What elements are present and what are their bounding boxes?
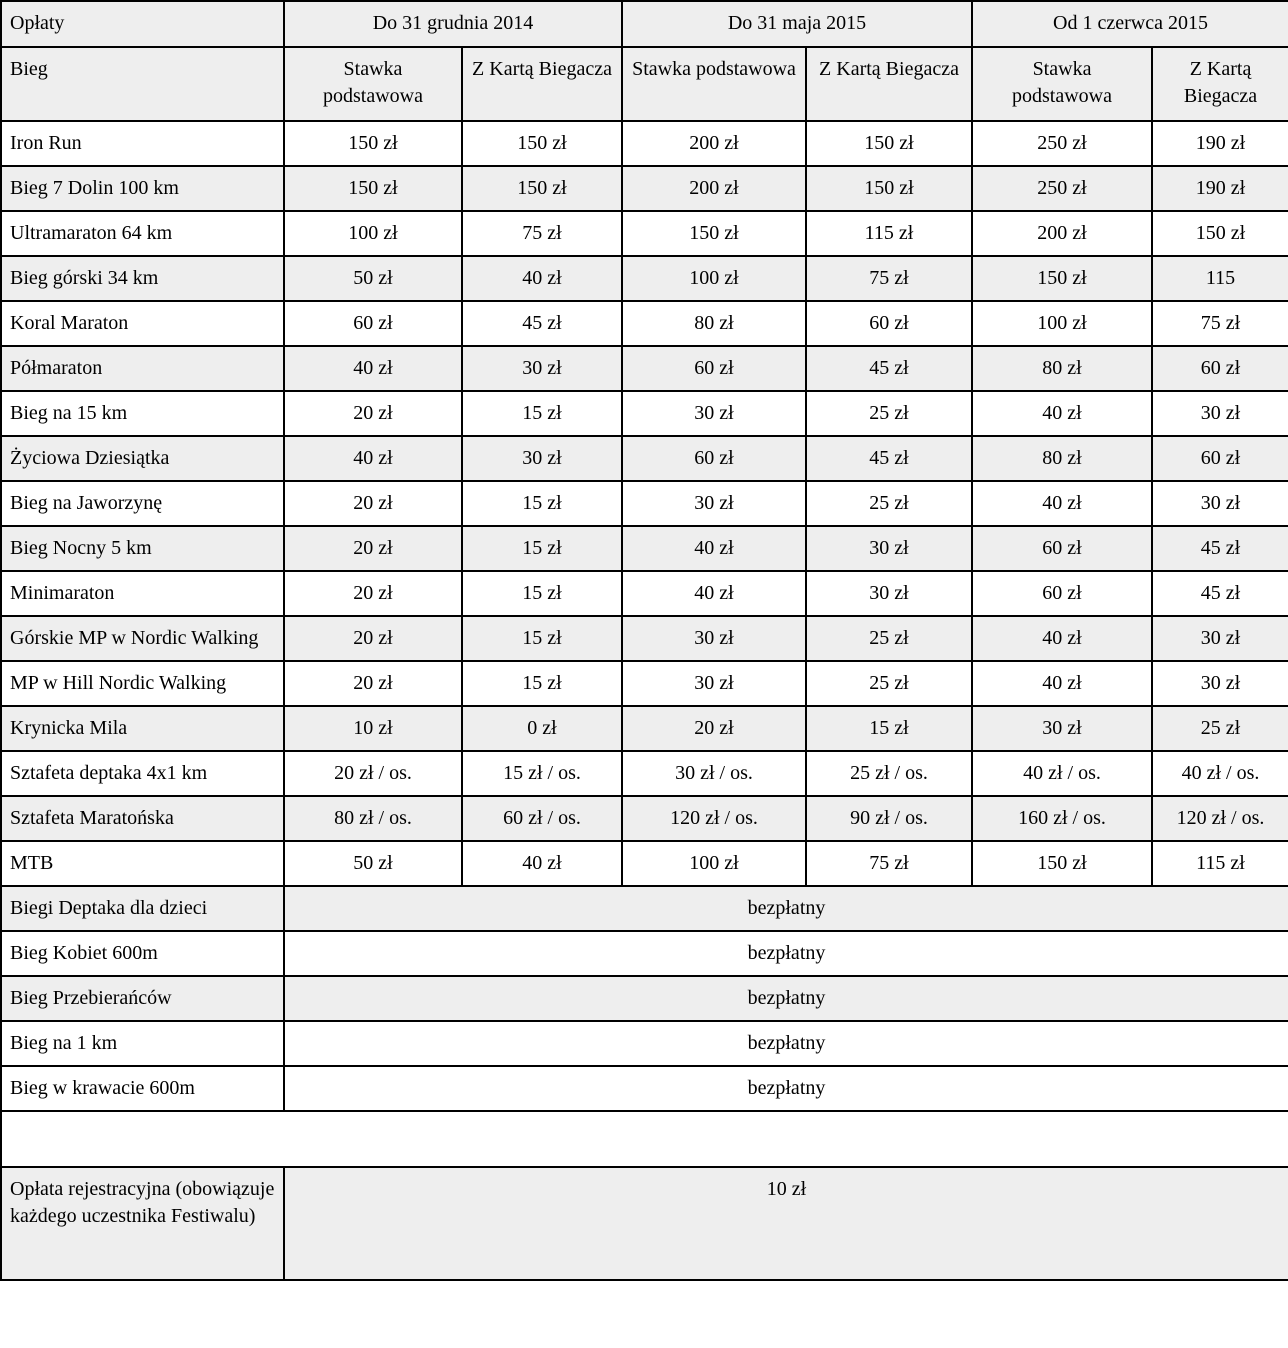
price-cell: 100 zł — [622, 841, 806, 886]
table-row — [1, 391, 1288, 436]
price-cell: 150 zł — [1152, 211, 1288, 256]
price-cell: 90 zł / os. — [806, 796, 972, 841]
free-race-row — [1, 1066, 1288, 1111]
price-cell: 60 zł — [972, 571, 1152, 616]
price-cell: 20 zł / os. — [284, 751, 462, 796]
race-name-cell: Sztafeta Maratońska — [1, 796, 284, 841]
table-row — [1, 661, 1288, 706]
price-cell: 160 zł / os. — [972, 796, 1152, 841]
subheader-row — [1, 47, 1288, 121]
price-cell: 115 — [1152, 256, 1288, 301]
price-cell: 20 zł — [622, 706, 806, 751]
table-row — [1, 751, 1288, 796]
price-cell: 40 zł — [622, 571, 806, 616]
free-race-row — [1, 1021, 1288, 1066]
subheader-base-rate-1: Stawka podstawowa — [284, 47, 462, 121]
price-cell: 80 zł — [972, 346, 1152, 391]
spacer-cell — [1, 1111, 1288, 1167]
price-cell: 60 zł — [1152, 436, 1288, 481]
free-race-row — [1, 931, 1288, 976]
price-cell: 75 zł — [806, 256, 972, 301]
price-cell: 80 zł — [622, 301, 806, 346]
price-cell: 25 zł / os. — [806, 751, 972, 796]
price-cell: 25 zł — [806, 661, 972, 706]
price-cell: 60 zł — [1152, 346, 1288, 391]
race-name-cell: Bieg górski 34 km — [1, 256, 284, 301]
price-cell: 45 zł — [806, 436, 972, 481]
subheader-base-rate-3: Stawka podstawowa — [972, 47, 1152, 121]
free-price-cell: bezpłatny — [284, 886, 1288, 931]
price-cell: 20 zł — [284, 616, 462, 661]
price-cell: 60 zł — [622, 436, 806, 481]
price-cell: 30 zł — [1152, 661, 1288, 706]
price-cell: 250 zł — [972, 121, 1152, 166]
price-cell: 50 zł — [284, 841, 462, 886]
price-cell: 15 zł — [462, 481, 622, 526]
price-cell: 15 zł — [462, 571, 622, 616]
price-cell: 50 zł — [284, 256, 462, 301]
price-cell: 30 zł — [806, 571, 972, 616]
price-cell: 40 zł — [972, 481, 1152, 526]
price-cell: 30 zł — [1152, 391, 1288, 436]
price-cell: 40 zł / os. — [1152, 751, 1288, 796]
table-row — [1, 526, 1288, 571]
price-cell: 40 zł — [972, 661, 1152, 706]
table-row — [1, 841, 1288, 886]
table-row — [1, 121, 1288, 166]
price-cell: 250 zł — [972, 166, 1152, 211]
free-price-cell: bezpłatny — [284, 1066, 1288, 1111]
price-cell: 80 zł — [972, 436, 1152, 481]
price-cell: 200 zł — [622, 121, 806, 166]
price-cell: 30 zł / os. — [622, 751, 806, 796]
race-name-cell: Biegi Deptaka dla dzieci — [1, 886, 284, 931]
race-corner-label: Bieg — [1, 47, 284, 121]
free-race-row — [1, 886, 1288, 931]
subheader-runner-card-1: Z Kartą Biegacza — [462, 47, 622, 121]
price-cell: 30 zł — [622, 616, 806, 661]
price-cell: 30 zł — [622, 391, 806, 436]
subheader-runner-card-3: Z Kartą Biegacza — [1152, 47, 1288, 121]
price-cell: 60 zł — [806, 301, 972, 346]
race-name-cell: Ultramaraton 64 km — [1, 211, 284, 256]
price-cell: 25 zł — [806, 481, 972, 526]
period-header-jun-2015: Od 1 czerwca 2015 — [972, 1, 1288, 47]
free-race-row — [1, 976, 1288, 1021]
race-name-cell: Bieg Kobiet 600m — [1, 931, 284, 976]
price-cell: 30 zł — [972, 706, 1152, 751]
race-name-cell: Bieg 7 Dolin 100 km — [1, 166, 284, 211]
price-cell: 40 zł — [284, 436, 462, 481]
table-row — [1, 616, 1288, 661]
subheader-base-rate-2: Stawka podstawowa — [622, 47, 806, 121]
table-row — [1, 706, 1288, 751]
price-cell: 150 zł — [806, 121, 972, 166]
price-cell: 15 zł / os. — [462, 751, 622, 796]
price-cell: 100 zł — [972, 301, 1152, 346]
price-cell: 190 zł — [1152, 121, 1288, 166]
price-cell: 150 zł — [806, 166, 972, 211]
period-header-may-2015: Do 31 maja 2015 — [622, 1, 972, 47]
race-name-cell: Minimaraton — [1, 571, 284, 616]
table-row — [1, 346, 1288, 391]
price-cell: 200 zł — [972, 211, 1152, 256]
price-cell: 30 zł — [806, 526, 972, 571]
price-cell: 30 zł — [462, 346, 622, 391]
price-cell: 150 zł — [462, 121, 622, 166]
price-cell: 150 zł — [972, 256, 1152, 301]
free-price-cell: bezpłatny — [284, 931, 1288, 976]
price-cell: 20 zł — [284, 481, 462, 526]
price-cell: 25 zł — [806, 391, 972, 436]
price-cell: 15 zł — [806, 706, 972, 751]
price-cell: 150 zł — [972, 841, 1152, 886]
price-cell: 100 zł — [284, 211, 462, 256]
price-cell: 40 zł — [972, 616, 1152, 661]
registration-fee-cell: 10 zł — [284, 1167, 1288, 1280]
price-cell: 45 zł — [1152, 526, 1288, 571]
race-name-cell: Bieg w krawacie 600m — [1, 1066, 284, 1111]
price-cell: 30 zł — [1152, 616, 1288, 661]
race-name-cell: MP w Hill Nordic Walking — [1, 661, 284, 706]
price-cell: 25 zł — [806, 616, 972, 661]
table-row — [1, 436, 1288, 481]
race-name-cell: Sztafeta deptaka 4x1 km — [1, 751, 284, 796]
price-cell: 60 zł — [972, 526, 1152, 571]
price-cell: 0 zł — [462, 706, 622, 751]
race-name-cell: Bieg Przebierańców — [1, 976, 284, 1021]
table-row — [1, 301, 1288, 346]
registration-fee-row — [1, 1167, 1288, 1280]
price-cell: 150 zł — [284, 121, 462, 166]
race-name-cell: Iron Run — [1, 121, 284, 166]
price-cell: 115 zł — [806, 211, 972, 256]
period-header-row — [1, 1, 1288, 47]
free-price-cell: bezpłatny — [284, 976, 1288, 1021]
fees-corner-label: Opłaty — [1, 1, 284, 47]
race-name-cell: Bieg na 1 km — [1, 1021, 284, 1066]
spacer-row — [1, 1111, 1288, 1167]
price-cell: 20 zł — [284, 391, 462, 436]
race-name-cell: Koral Maraton — [1, 301, 284, 346]
price-cell: 45 zł — [1152, 571, 1288, 616]
price-cell: 150 zł — [622, 211, 806, 256]
price-cell: 75 zł — [806, 841, 972, 886]
table-row — [1, 481, 1288, 526]
registration-label-cell: Opłata rejestracyjna (obowiązuje każdego uczestnika Festiwalu) — [1, 1167, 284, 1280]
price-cell: 20 zł — [284, 571, 462, 616]
price-cell: 15 zł — [462, 661, 622, 706]
price-cell: 15 zł — [462, 391, 622, 436]
price-cell: 150 zł — [284, 166, 462, 211]
price-cell: 100 zł — [622, 256, 806, 301]
price-cell: 75 zł — [462, 211, 622, 256]
table-row — [1, 571, 1288, 616]
price-cell: 15 zł — [462, 526, 622, 571]
subheader-runner-card-2: Z Kartą Biegacza — [806, 47, 972, 121]
price-cell: 75 zł — [1152, 301, 1288, 346]
price-cell: 15 zł — [462, 616, 622, 661]
period-header-dec-2014: Do 31 grudnia 2014 — [284, 1, 622, 47]
table-row — [1, 256, 1288, 301]
race-name-cell: Bieg na Jaworzynę — [1, 481, 284, 526]
price-cell: 30 zł — [622, 481, 806, 526]
price-cell: 40 zł — [284, 346, 462, 391]
table-row — [1, 211, 1288, 256]
price-cell: 45 zł — [806, 346, 972, 391]
race-name-cell: Górskie MP w Nordic Walking — [1, 616, 284, 661]
price-cell: 115 zł — [1152, 841, 1288, 886]
price-cell: 60 zł / os. — [462, 796, 622, 841]
price-cell: 40 zł — [462, 841, 622, 886]
price-cell: 20 zł — [284, 661, 462, 706]
table-row — [1, 166, 1288, 211]
price-cell: 40 zł / os. — [972, 751, 1152, 796]
race-name-cell: MTB — [1, 841, 284, 886]
race-name-cell: Bieg Nocny 5 km — [1, 526, 284, 571]
price-cell: 40 zł — [622, 526, 806, 571]
race-name-cell: Krynicka Mila — [1, 706, 284, 751]
table-row — [1, 796, 1288, 841]
price-cell: 40 zł — [462, 256, 622, 301]
price-cell: 20 zł — [284, 526, 462, 571]
price-cell: 190 zł — [1152, 166, 1288, 211]
price-cell: 150 zł — [462, 166, 622, 211]
price-cell: 30 zł — [462, 436, 622, 481]
price-cell: 40 zł — [972, 391, 1152, 436]
price-cell: 25 zł — [1152, 706, 1288, 751]
price-cell: 30 zł — [1152, 481, 1288, 526]
race-name-cell: Półmaraton — [1, 346, 284, 391]
price-cell: 80 zł / os. — [284, 796, 462, 841]
price-cell: 120 zł / os. — [1152, 796, 1288, 841]
price-cell: 60 zł — [622, 346, 806, 391]
free-price-cell: bezpłatny — [284, 1021, 1288, 1066]
price-cell: 30 zł — [622, 661, 806, 706]
race-name-cell: Życiowa Dziesiątka — [1, 436, 284, 481]
race-name-cell: Bieg na 15 km — [1, 391, 284, 436]
price-cell: 45 zł — [462, 301, 622, 346]
price-cell: 10 zł — [284, 706, 462, 751]
price-cell: 60 zł — [284, 301, 462, 346]
price-cell: 200 zł — [622, 166, 806, 211]
price-cell: 120 zł / os. — [622, 796, 806, 841]
